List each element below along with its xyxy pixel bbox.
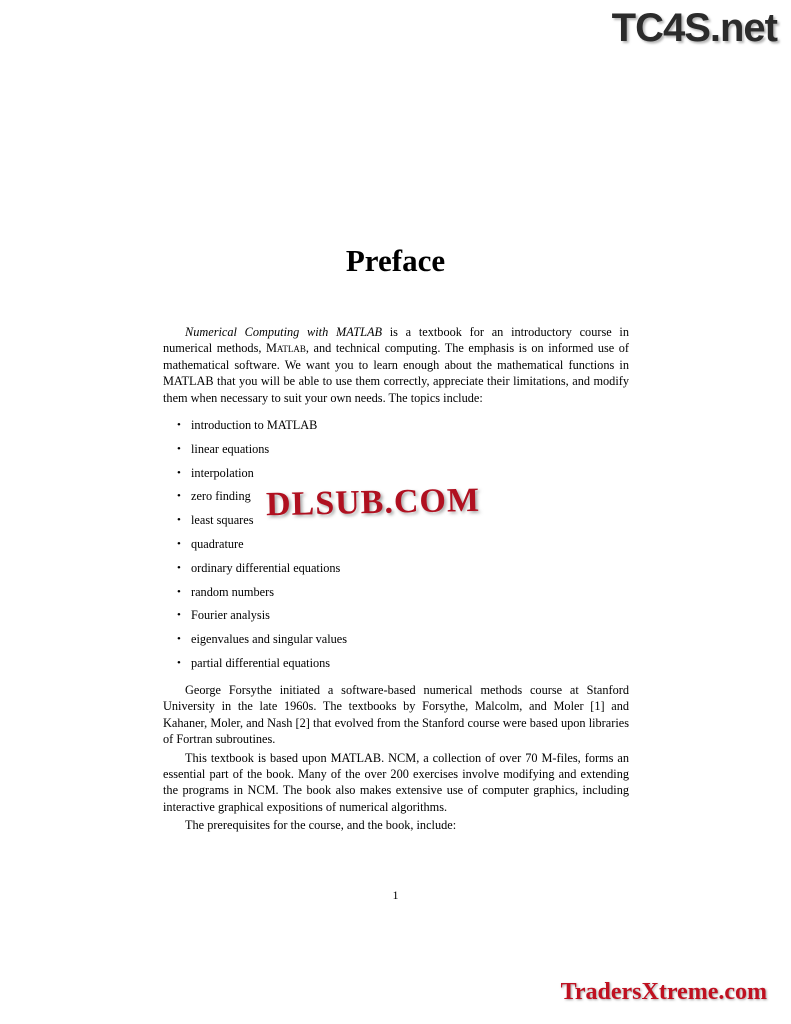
list-item: • Fourier analysis [191, 608, 629, 622]
body-paragraph-ncm: This textbook is based upon MATLAB. NCM, a collection of over 70 M-files, forms an essential part of the book. Many of the over 200 exercises involve modifying and extending the programs in NCM. The book also makes extensive use of computer graphics, including interactive graphical expositions of numerical algorithms. [163, 750, 629, 814]
matlab-smallcaps: Matlab [265, 341, 306, 356]
document-body [163, 324, 629, 836]
list-item: • linear equations [191, 442, 629, 456]
watermark-bottom-right: TradersXtreme.com [560, 979, 767, 1005]
book-title-italic: Numerical Computing with MATLAB [185, 325, 382, 339]
list-item: • ordinary differential equations [191, 561, 629, 575]
list-item: • introduction to MATLAB [191, 418, 629, 432]
intro-text-1: is a textbook for an introductory course in numerical methods, [163, 325, 629, 356]
list-item: • eigenvalues and singular values [191, 632, 629, 646]
topics-list [163, 418, 629, 670]
intro-paragraph [163, 324, 629, 406]
page-title: Preface [345, 243, 446, 278]
list-item: • random numbers [191, 585, 629, 599]
watermark-center: DLSUB.COM [265, 481, 481, 524]
list-item: • quadrature [191, 537, 629, 551]
watermark-top-right: TC4S.net [611, 6, 777, 50]
list-item: • zero finding [191, 489, 629, 503]
body-paragraph-forsythe: George Forsythe initiated a software-based numerical methods course at Stanford University in the late 1960s. The textbooks by Forsythe, Malcolm, and Moler [1] and Kahaner, Moler, and Nash [2] that evolved from the Stanford course were based upon libraries of Fortran subroutines. [163, 683, 629, 747]
intro-text-2: , and technical computing. The emphasis is on informed use of mathematical software. We want you to learn enough about the mathematical functions in MATLAB that you will be able to use them correctly, appreciate their limitations, and modify them when necessary to suit your own needs. The topics include: [163, 341, 629, 405]
list-item: • least squares [191, 513, 629, 527]
list-item: • interpolation [191, 466, 629, 480]
list-item: • partial differential equations [191, 656, 629, 670]
page-number: 1 [392, 888, 399, 902]
body-paragraph-prerequisites: The prerequisites for the course, and the book, include: [185, 818, 457, 833]
